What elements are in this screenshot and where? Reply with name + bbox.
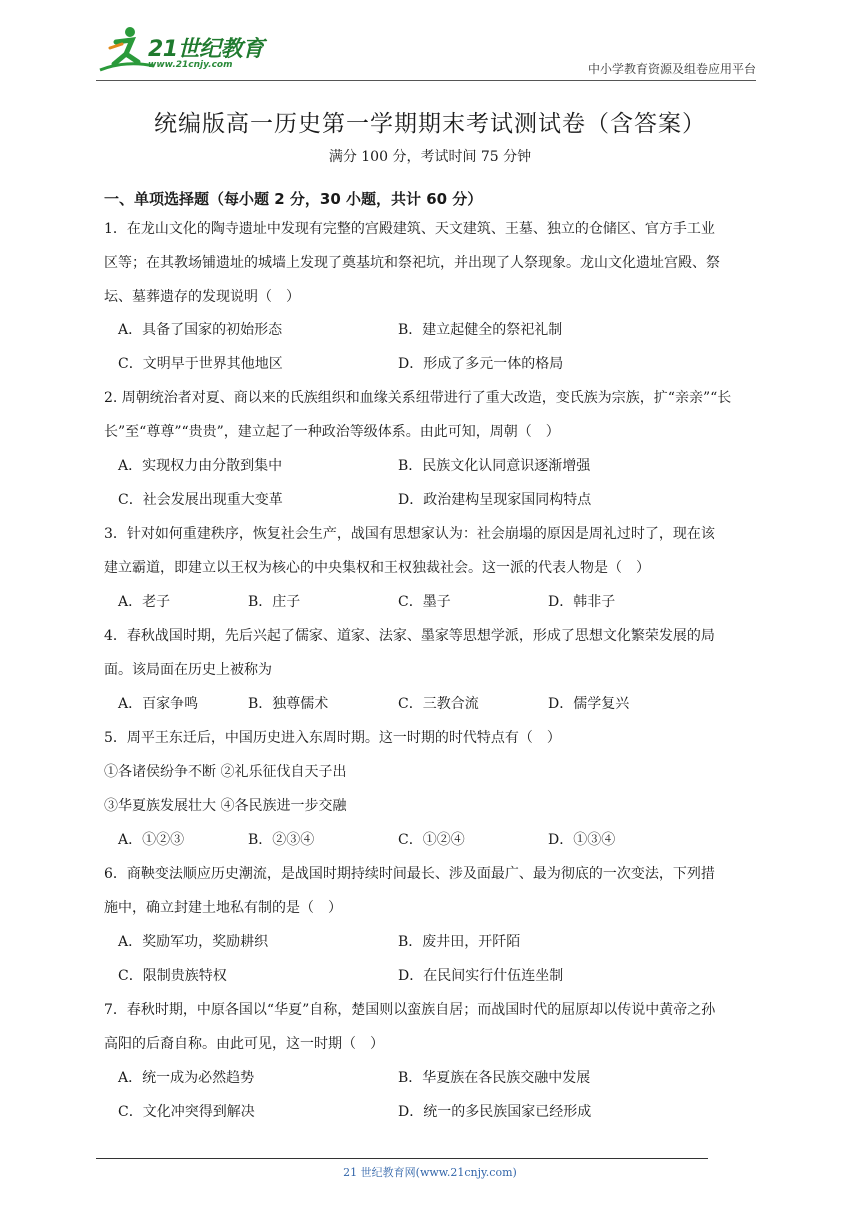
question-4-options [118, 687, 758, 721]
question-2 [104, 381, 764, 449]
option-d[interactable]: D．政治建构呈现家国同构特点 [398, 492, 592, 508]
option-d[interactable]: D．统一的多民族国家已经形成 [398, 1104, 592, 1120]
question-text-line: 建立霸道，即建立以王权为核心的中央集权和王权独裁社会。这一派的代表人物是（ ） [104, 560, 650, 576]
option-a[interactable]: A．实现权力由分散到集中 [118, 458, 283, 474]
footer-link[interactable]: 21 世纪教育网(www.21cnjy.com) [343, 1166, 517, 1179]
option-a[interactable]: A．百家争鸣 [118, 696, 199, 712]
section-heading: 一、单项选择题（每小题 2 分，30 小题，共计 60 分） [104, 190, 483, 208]
option-b[interactable]: B．华夏族在各民族交融中发展 [398, 1070, 591, 1086]
option-a[interactable]: A．老子 [118, 594, 171, 610]
option-c[interactable]: C．文化冲突得到解决 [118, 1104, 255, 1120]
question-text-line: 3．针对如何重建秩序，恢复社会生产，战国有思想家认为：社会崩塌的原因是周礼过时了，现在该 [104, 526, 715, 542]
option-b[interactable]: B．庄子 [248, 594, 301, 610]
question-7-options-row2 [118, 1095, 758, 1129]
question-text-line: 1．在龙山文化的陶寺遗址中发现有完整的宫殿建筑、天文建筑、王墓、独立的仓储区、官方手工业 [104, 221, 715, 237]
option-b[interactable]: B．废井田，开阡陌 [398, 934, 521, 950]
option-c[interactable]: C．三教合流 [398, 696, 479, 712]
platform-name: 中小学教育资源及组卷应用平台 [587, 62, 756, 76]
question-6-options-row2 [118, 959, 758, 993]
question-5 [104, 721, 764, 823]
option-c[interactable]: C．①②④ [398, 832, 465, 848]
question-text-line: 5．周平王东迁后，中国历史进入东周时期。这一时期的时代特点有（ ） [104, 730, 561, 746]
question-5-options [118, 823, 758, 857]
option-d[interactable]: D．①③④ [548, 832, 616, 848]
question-text-line: 施中，确立封建土地私有制的是（ ） [104, 900, 342, 916]
question-6-options-row1 [118, 925, 758, 959]
option-c[interactable]: C．社会发展出现重大变革 [118, 492, 283, 508]
question-text-line: 2. 周朝统治者对夏、商以来的氏族组织和血缘关系纽带进行了重大改造，变氏族为宗族，扩“亲亲”“长 [104, 390, 732, 406]
question-1-options-row2 [118, 347, 758, 381]
option-c[interactable]: C．文明早于世界其他地区 [118, 356, 283, 372]
option-b[interactable]: B．②③④ [248, 832, 315, 848]
question-4 [104, 619, 764, 687]
option-a[interactable]: A．统一成为必然趋势 [118, 1070, 255, 1086]
option-d[interactable]: D．韩非子 [548, 594, 616, 610]
question-3-options [118, 585, 758, 619]
option-b[interactable]: B．民族文化认同意识逐渐增强 [398, 458, 591, 474]
question-text-line: 6．商鞅变法顺应历史潮流，是战国时期持续时间最长、涉及面最广、最为彻底的一次变法，下列措 [104, 866, 715, 882]
option-d[interactable]: D．在民间实行什伍连坐制 [398, 968, 564, 984]
question-2-options-row1 [118, 449, 758, 483]
logo-url: www.21cnjy.com [148, 60, 233, 70]
question-7-options-row1 [118, 1061, 758, 1095]
question-text-line: 高阳的后裔自称。由此可见，这一时期（ ） [104, 1036, 384, 1052]
question-text-line: 长”至“尊尊”“贵贵”，建立起了一种政治等级体系。由此可知，周朝（ ） [104, 424, 560, 440]
option-c[interactable]: C．限制贵族特权 [118, 968, 227, 984]
page-subtitle: 满分 100 分，考试时间 75 分钟 [328, 149, 532, 165]
question-7 [104, 993, 764, 1061]
question-text-line: 7．春秋时期，中原各国以“华夏”自称，楚国则以蛮族自居；而战国时代的屈原却以传说中黄帝之孙 [104, 1002, 716, 1018]
question-1 [104, 212, 764, 314]
question-text-line: 面。该局面在历史上被称为 [104, 662, 272, 678]
option-d[interactable]: D．儒学复兴 [548, 696, 630, 712]
question-text-line: 4．春秋战国时期，先后兴起了儒家、道家、法家、墨家等思想学派，形成了思想文化繁荣发展的局 [104, 628, 715, 644]
option-a[interactable]: A．具备了国家的初始形态 [118, 322, 283, 338]
question-text-line: 区等；在其教场铺遗址的城墙上发现了奠基坑和祭祀坑，并出现了人祭现象。龙山文化遗址宫殿、祭 [104, 255, 720, 271]
logo-text: 21世纪教育 [148, 37, 264, 62]
footer-divider [96, 1158, 708, 1159]
question-3 [104, 517, 764, 585]
option-b[interactable]: B．独尊儒术 [248, 696, 329, 712]
question-text-line: ③华夏族发展壮大 ④各民族进一步交融 [104, 798, 347, 814]
question-1-options-row1 [118, 313, 758, 347]
option-c[interactable]: C．墨子 [398, 594, 451, 610]
option-b[interactable]: B．建立起健全的祭祀礼制 [398, 322, 563, 338]
runner-logo-icon [96, 22, 156, 78]
option-a[interactable]: A．①②③ [118, 832, 185, 848]
page-title: 统编版高一历史第一学期期末考试测试卷（含答案） [154, 111, 706, 137]
question-text-line: ①各诸侯纷争不断 ②礼乐征伐自天子出 [104, 764, 347, 780]
page-header [96, 22, 756, 80]
option-d[interactable]: D．形成了多元一体的格局 [398, 356, 564, 372]
question-2-options-row2 [118, 483, 758, 517]
question-6 [104, 857, 764, 925]
logo [96, 22, 266, 78]
question-text-line: 坛、墓葬遗存的发现说明（ ） [104, 289, 300, 305]
header-divider [96, 80, 756, 81]
option-a[interactable]: A．奖励军功，奖励耕织 [118, 934, 269, 950]
